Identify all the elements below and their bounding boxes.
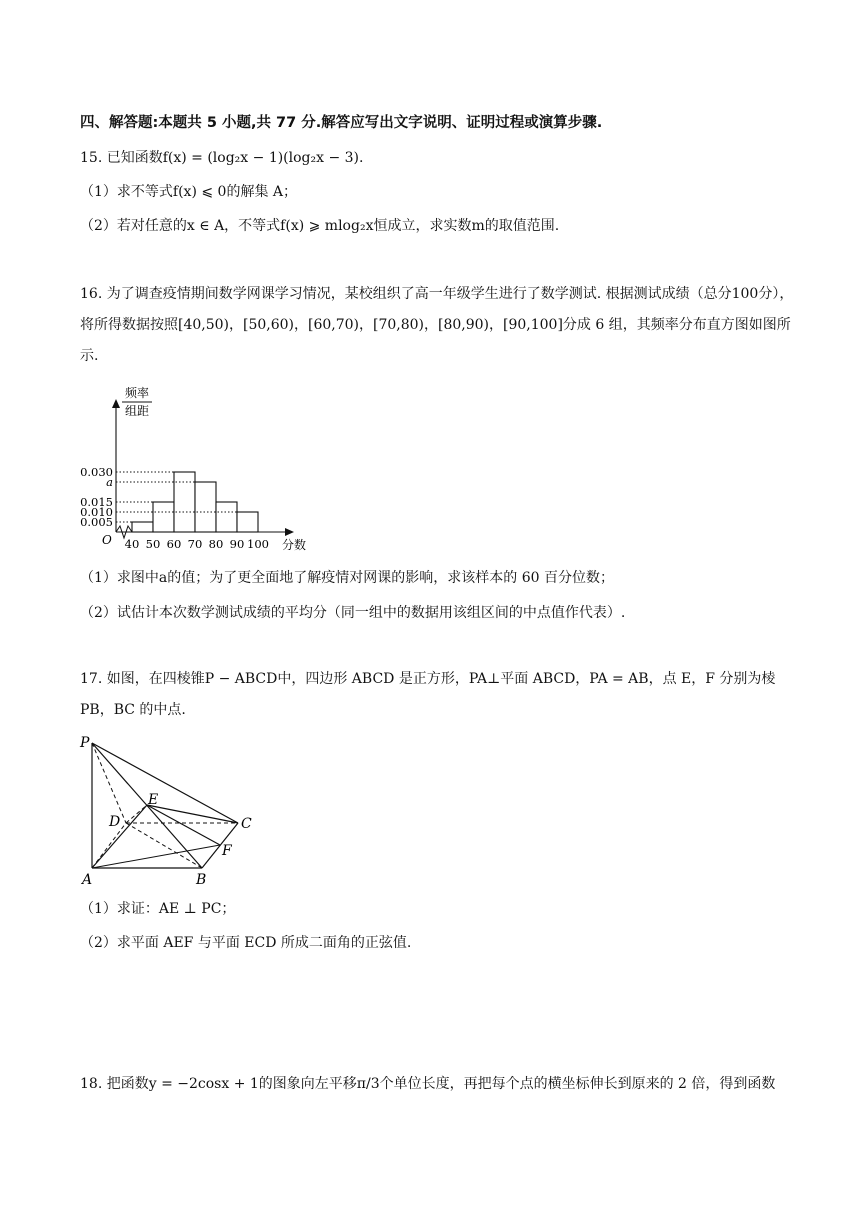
histogram-bar <box>237 512 258 532</box>
vertex-label-D: D <box>109 814 121 830</box>
vertex-label-E: E <box>148 792 159 808</box>
x-tick-label: 50 <box>145 537 161 551</box>
edge-PC <box>92 743 238 823</box>
vertex-label-C: C <box>241 816 252 832</box>
q17-part2: （2）求平面 AEF 与平面 ECD 所成二面角的正弦值. <box>80 935 412 951</box>
segment-EF <box>147 805 220 845</box>
q16-part1: （1）求图中a的值；为了更全面地了解疫情对网课的影响，求该样本的 60 百分位数； <box>80 570 614 586</box>
y-axis-label-top: 频率 <box>124 386 150 400</box>
vertex-label-F: F <box>222 843 232 859</box>
y-axis-label-bottom: 组距 <box>124 404 150 418</box>
q16-part2: （2）试估计本次数学测试成绩的平均分（同一组中的数据用该组区间的中点值作代表）. <box>80 605 626 621</box>
histogram-bar <box>132 522 153 532</box>
segment-DF-hidden <box>126 823 202 868</box>
y-tick-label: a <box>106 475 113 489</box>
y-tick-label: 0.030 <box>80 465 113 479</box>
x-tick-label: 90 <box>229 537 245 551</box>
histogram-bar <box>216 502 237 532</box>
segment-AF <box>92 845 220 868</box>
x-tick-label: 60 <box>166 537 182 551</box>
q16-stem: 16. 为了调查疫情期间数学网课学习情况，某校组织了高一年级学生进行了数学测试. 根据测试成绩（总分100分），将所得数据按照[40,50)，[50,60)，[60,70)，[70,80)，[80,90)，[90,100]分成 6 组，其频率分布直方图如图所示. <box>80 286 794 364</box>
q17-part1: （1）求证：AE ⊥ PC； <box>80 901 236 917</box>
vertex-label-A: A <box>82 872 93 885</box>
section-heading: 四、解答题:本题共 5 小题,共 77 分.解答应写出文字说明、证明过程或演算步骤. <box>80 115 603 131</box>
origin-label: O <box>102 533 112 547</box>
segment-ED <box>126 805 147 823</box>
y-tick-label: 0.015 <box>80 495 113 509</box>
histogram-figure <box>78 383 318 553</box>
vertex-label-P: P <box>80 735 90 751</box>
x-axis-arrow <box>285 528 294 536</box>
histogram-bar <box>174 472 195 532</box>
edge-PD <box>92 743 126 823</box>
x-tick-label: 80 <box>208 537 224 551</box>
histogram-bar <box>153 502 174 532</box>
q15-stem: 15. 已知函数f(x) = (log₂x − 1)(log₂x − 3). <box>80 150 364 166</box>
q18-stem: 18. 把函数y = −2cosx + 1的图象向左平移π/3个单位长度，再把每个点的横坐标伸长到原来的 2 倍，得到函数 <box>80 1076 776 1092</box>
x-tick-label: 40 <box>124 537 140 551</box>
y-tick-label: 0.010 <box>80 505 113 519</box>
pyramid-figure <box>78 735 268 885</box>
q17-stem: 17. 如图，在四棱锥P − ABCD中，四边形 ABCD 是正方形，PA⊥平面 ABCD，PA = AB，点 E，F 分别为棱 PB，BC 的中点. <box>80 671 776 718</box>
histogram-bar <box>195 482 216 532</box>
y-tick-label: 0.005 <box>80 515 113 529</box>
x-tick-label: 100 <box>247 537 269 551</box>
x-axis-label: 分数 <box>282 538 307 552</box>
x-tick-label: 70 <box>187 537 203 551</box>
q15-part2: （2）若对任意的x ∈ A，不等式f(x) ⩾ mlog₂x恒成立，求实数m的取值范围. <box>80 218 560 234</box>
vertex-label-B: B <box>196 872 207 885</box>
q15-part1: （1）求不等式f(x) ⩽ 0的解集 A； <box>80 184 298 200</box>
y-axis-arrow <box>112 399 120 408</box>
